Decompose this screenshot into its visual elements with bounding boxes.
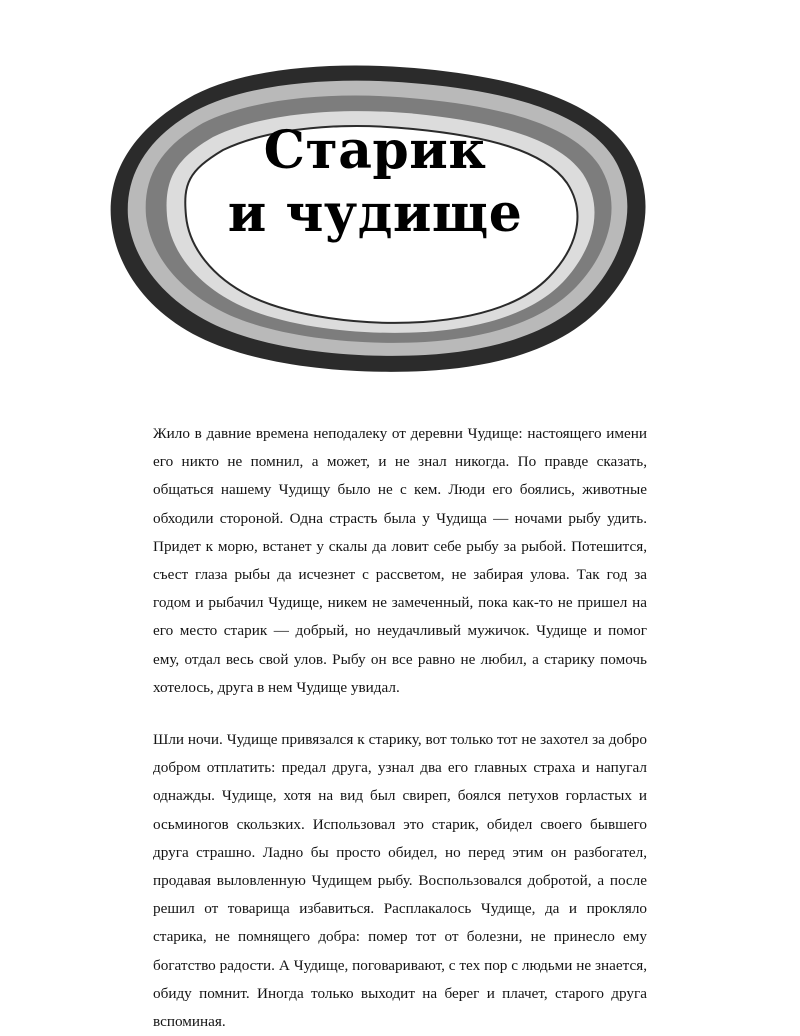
page-title-line-1: Старик [263, 120, 487, 181]
page-title-line-2: и чудище [227, 183, 523, 245]
paragraph: Жило в давние времена неподалеку от деревни Чудище: настоящего имени его никто не помнил, а может, и не знал никогда. По правде сказать, общаться нашему Чудищу было не с кем. Люди его боялись, животные обходили стороной. Одна страсть была у Чудища — ночами рыбу удить. Придет к морю, встанет у скалы да ловит себе рыбу за рыбой. Потешится, съест глаза рыбы да исчезнет с рассветом, не забирая улова. Так год за годом и рыбачил Чудище, никем не замеченный, пока как-то не пришел на его место старик — добрый, но неудачливый мужичок. Чудище и помог ему, отдал весь свой улов. Рыбу он все равно не любил, а старику помочь хотелось, друга в нем Чудище увидал. [153, 425, 647, 696]
decorative-blob-frame [95, 55, 655, 375]
body-text [153, 420, 647, 1036]
paragraph: Шли ночи. Чудище привязался к старику, вот только тот не захотел за добро добром отплатить: предал друга, узнал два его главных страха и напугал однажды. Чудище, хотя на вид был свиреп, боялся петухов горластых и осьминогов скользких. Использовал это старик, обидел своего бывшего друга страшно. Ладно бы просто обидел, но перед этим он разбогател, продавая выловленную Чудищем рыбу. Воспользовался добротой, а после решил от товарища избавиться. Расплакалось Чудище, да и прокляло старика, не помнящего добра: помер тот от болезни, не принесло ему богатство радости. А Чудище, поговаривают, с тех пор с людьми не знается, обиду помнит. Иногда только выходит на берег и плачет, старого друга вспоминая. [153, 731, 647, 1031]
